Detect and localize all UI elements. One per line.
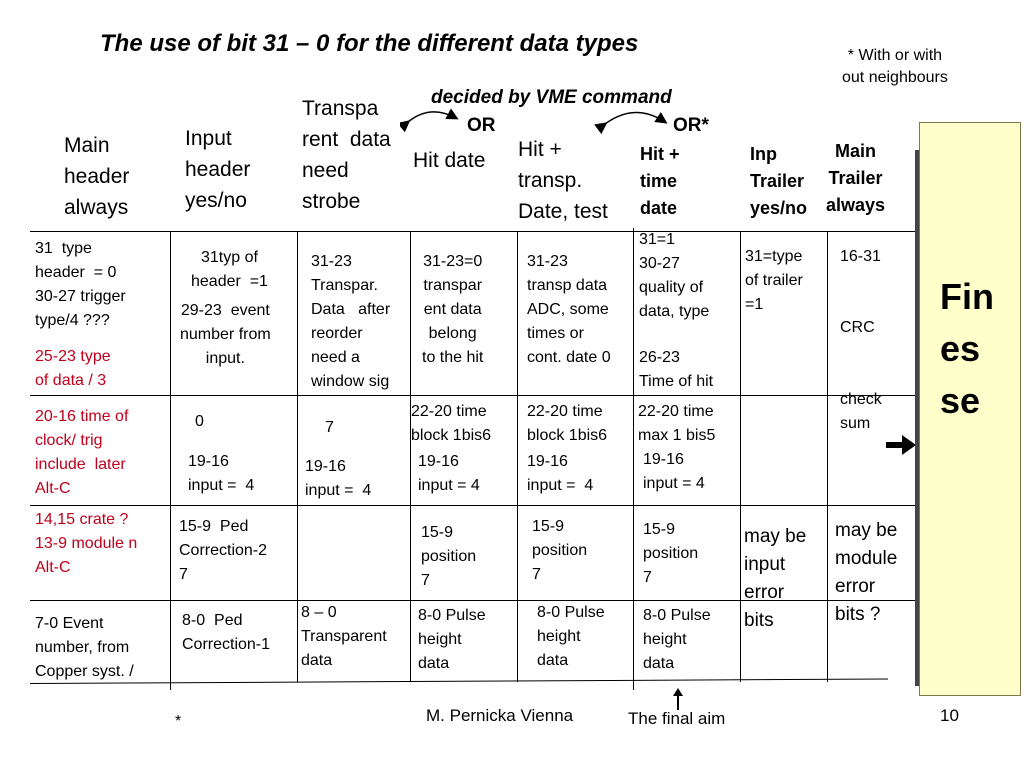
- cell-c4-pulse-height: 8-0 Pulse height data: [418, 607, 486, 672]
- grid-line-v7: [827, 232, 828, 682]
- arrow-right-icon: [605, 112, 665, 124]
- finesse-box: [919, 122, 1021, 696]
- cell-c1-time-clock: 20-16 time of clock/ trig include later Alt-C: [35, 408, 129, 497]
- grid-line-v5: [633, 228, 634, 690]
- cell-c1-event-number: 7-0 Event number, from Copper syst. /: [35, 615, 134, 680]
- cell-c5-time-block: 22-20 time block 1bis6: [527, 403, 608, 444]
- grid-line-v1: [170, 232, 171, 690]
- cell-c4-transpar: 31-23=0 transpar ent data belong to the hit: [422, 253, 484, 366]
- grid-line-h2: [30, 395, 915, 396]
- cell-c3-seven: 7: [325, 419, 334, 436]
- cell-c2-ped-corr-1: 8-0 Ped Correction-1: [182, 612, 271, 653]
- grid-line-h5: [30, 679, 888, 684]
- cell-c4-position: 15-9 position 7: [421, 524, 477, 589]
- cell-c7-type-trailer: 31=type of trailer =1: [745, 248, 803, 313]
- col-hit-transp: Hit + transp. Date, test: [518, 138, 608, 223]
- cell-c8-module-error: may be module error bits ?: [835, 520, 898, 625]
- grid-line-v6: [740, 232, 741, 682]
- col-inp-trailer: Inp Trailer yes/no: [750, 144, 808, 218]
- cell-c1-type-header: 31 type header = 0 30-27 trigger type/4 ???: [35, 240, 126, 329]
- grid-line-v3: [410, 232, 411, 682]
- cell-c6-time-max: 22-20 time max 1 bis5: [638, 403, 716, 444]
- cell-c8-crc: CRC: [840, 319, 875, 336]
- cell-c2-event-number: 29-23 event number from input.: [180, 302, 271, 367]
- or-label-1: OR: [467, 115, 496, 136]
- col-input-header: Input header yes/no: [185, 127, 251, 212]
- up-arrow-icon: [671, 688, 685, 710]
- cell-c5-position: 15-9 position 7: [532, 518, 588, 583]
- arrow-to-finesse-icon: [884, 433, 918, 457]
- cell-c5-pulse-height: 8-0 Pulse height data: [537, 604, 605, 669]
- cell-c2-input: 19-16 input = 4: [188, 453, 255, 494]
- cell-c2-ped-corr-2: 15-9 Ped Correction-2 7: [179, 518, 268, 583]
- col-hit-time: Hit + time date: [640, 144, 680, 218]
- col-transparent: Transpa rent data need strobe: [302, 97, 391, 213]
- cell-c3-transpar: 31-23 Transpar. Data after reorder need a window sig: [311, 253, 391, 390]
- cell-c4-input: 19-16 input = 4: [418, 453, 480, 494]
- cell-c2-zero: 0: [195, 413, 204, 430]
- cell-c8-check-sum: check sum: [840, 391, 882, 432]
- cell-c7-input-error: may be input error bits: [744, 526, 807, 631]
- grid-line-v4: [517, 232, 518, 682]
- grid-line-h1: [30, 231, 915, 232]
- or-label-2: OR*: [673, 115, 709, 136]
- note-neighbours: * With or with out neighbours: [842, 47, 948, 86]
- grid-line-h3: [30, 505, 915, 506]
- col-main-trailer: Main Trailer always: [826, 141, 886, 215]
- decided-by-vme: decided by VME command: [431, 87, 672, 108]
- cell-c3-transparent-data: 8 – 0 Transparent data: [301, 604, 387, 669]
- cell-c2-typ-header: 31typ of header =1: [191, 249, 268, 290]
- cell-c1-crate: 14,15 crate ? 13-9 module n Alt-C: [35, 511, 138, 576]
- cell-c5-transp-data: 31-23 transp data ADC, some times or cont. date 0: [527, 253, 611, 366]
- footer-final-aim: The final aim: [628, 709, 726, 728]
- cell-c6-position: 15-9 position 7: [643, 521, 699, 586]
- cell-c6-time-of-hit: 26-23 Time of hit: [639, 349, 714, 390]
- footer-author: M. Pernicka Vienna: [426, 706, 574, 725]
- cell-c3-input: 19-16 input = 4: [305, 458, 372, 499]
- finesse-label: Fin es se: [940, 276, 994, 421]
- cell-c6-pulse-height: 8-0 Pulse height data: [643, 607, 711, 672]
- cell-c5-input: 19-16 input = 4: [527, 453, 594, 494]
- footer-asterisk: *: [175, 713, 182, 730]
- slide-title: The use of bit 31 – 0 for the different data types: [100, 30, 639, 57]
- arrow-left-icon: [408, 112, 456, 122]
- col-main-header: Main header always: [64, 134, 130, 219]
- cell-c6-quality: 31=1 30-27 quality of data, type: [639, 231, 710, 320]
- cell-c4-time-block: 22-20 time block 1bis6: [411, 403, 492, 444]
- page-number: 10: [940, 706, 959, 725]
- col-hit-date: Hit date: [413, 149, 486, 172]
- grid-line-v2: [297, 232, 298, 682]
- cell-c8-bits: 16-31: [840, 248, 881, 265]
- cell-c1-type-data: 25-23 type of data / 3: [35, 348, 111, 389]
- cell-c6-input: 19-16 input = 4: [643, 451, 705, 492]
